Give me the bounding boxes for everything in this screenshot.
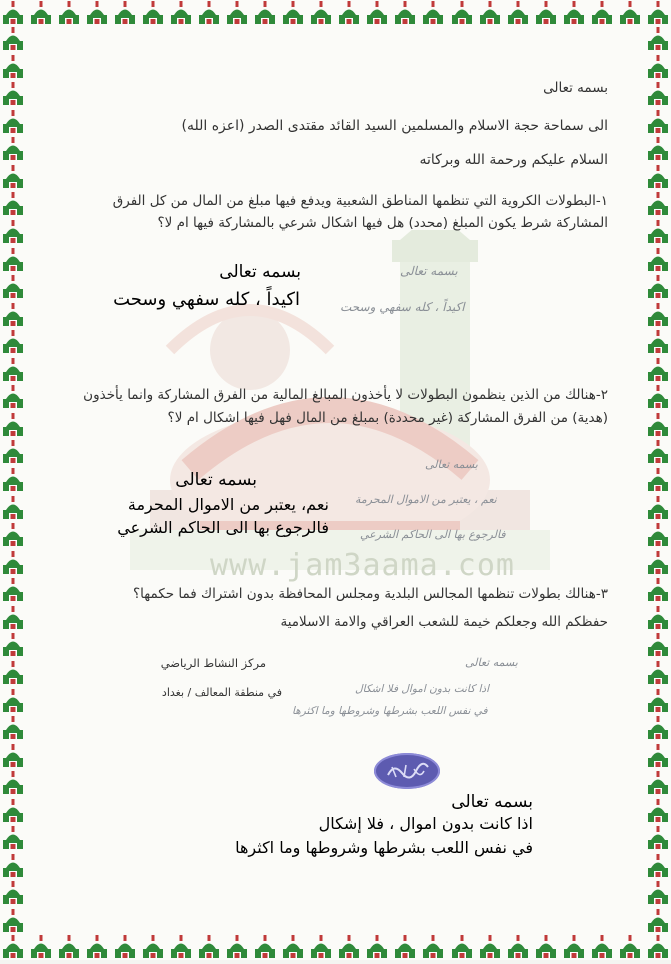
mosque-icon [645, 274, 671, 300]
mosque-icon [112, 934, 138, 960]
mosque-icon [0, 880, 26, 906]
mosque-icon [645, 191, 671, 217]
mosque-icon [645, 412, 671, 438]
mosque-icon [280, 934, 306, 960]
mosque-icon [0, 495, 26, 521]
mosque-icon [308, 934, 334, 960]
border-bottom [0, 934, 671, 960]
mosque-icon [280, 0, 306, 26]
answer-1-title: بسمه تعالى [219, 262, 301, 282]
mosque-icon [56, 0, 82, 26]
answer-3-line-1: اذا كانت بدون اموال ، فلا إشكال [318, 814, 533, 833]
mosque-icon [0, 522, 26, 548]
mosque-icon [28, 934, 54, 960]
mosque-icon [645, 495, 671, 521]
mosque-icon [0, 743, 26, 769]
mosque-icon [645, 0, 671, 26]
answer-2-title: بسمه تعالى [175, 470, 257, 490]
mosque-icon [252, 0, 278, 26]
mosque-icon [0, 191, 26, 217]
mosque-icon [0, 467, 26, 493]
mosque-icon [0, 247, 26, 273]
mosque-icon [645, 81, 671, 107]
mosque-icon [308, 0, 334, 26]
mosque-icon [645, 798, 671, 824]
mosque-icon [0, 439, 26, 465]
border-top [0, 0, 671, 26]
mosque-icon [420, 934, 446, 960]
letter-addressee: الى سماحة حجة الاسلام والمسلمين السيد القائد مقتدى الصدر (اعزه الله) [181, 118, 608, 134]
mosque-icon [645, 522, 671, 548]
question-2-line-1: ٢-هنالك من الذين ينظمون البطولات لا يأخذون المبالغ المالية من الفرق المشاركة وانما يأخذون [83, 387, 608, 403]
mosque-icon [140, 0, 166, 26]
mosque-icon [645, 632, 671, 658]
mosque-icon [0, 770, 26, 796]
mosque-icon [196, 0, 222, 26]
question-2-line-2: (هدية) من الفرق المشاركة (غير محددة) بمبلغ من المال فهل فيها اشكال ام لا؟ [167, 410, 608, 426]
mosque-icon [645, 550, 671, 576]
mosque-icon [224, 934, 250, 960]
question-1-line-2: المشاركة شرط يكون المبلغ (محدد) هل فيها اشكال شرعي بالمشاركة فيها ام لا؟ [157, 215, 608, 231]
border-right [645, 26, 671, 934]
mosque-icon [364, 0, 390, 26]
mosque-icon [0, 715, 26, 741]
mosque-icon [0, 164, 26, 190]
mosque-icon [477, 0, 503, 26]
mosque-icon [645, 605, 671, 631]
mosque-icon [645, 439, 671, 465]
mosque-icon [252, 934, 278, 960]
mosque-icon [645, 329, 671, 355]
mosque-icon [336, 0, 362, 26]
mosque-icon [645, 688, 671, 714]
mosque-icon [645, 853, 671, 879]
handwriting-3-line-1: اذا كانت بدون اموال فلا اشكال [355, 683, 489, 695]
mosque-icon [645, 467, 671, 493]
answer-2-line-1: نعم، يعتبر من الاموال المحرمة [127, 495, 329, 514]
mosque-icon [477, 934, 503, 960]
mosque-icon [0, 274, 26, 300]
mosque-icon [589, 0, 615, 26]
letter-bismillah: بسمه تعالى [543, 80, 608, 96]
handwriting-3-title: بسمه تعالى [465, 656, 518, 669]
mosque-icon [561, 934, 587, 960]
question-3-line-1: ٣-هنالك بطولات تنظمها المجالس البلدية ومجلس المحافظة بدون اشتراك فما حكمها؟ [132, 586, 608, 602]
mosque-icon [645, 54, 671, 80]
handwriting-2-title: بسمه تعالى [425, 458, 478, 471]
mosque-icon [645, 357, 671, 383]
mosque-icon [645, 164, 671, 190]
mosque-icon [645, 136, 671, 162]
mosque-icon [645, 577, 671, 603]
mosque-icon [168, 0, 194, 26]
mosque-icon [0, 357, 26, 383]
mosque-icon [112, 0, 138, 26]
mosque-icon [645, 247, 671, 273]
mosque-icon [0, 384, 26, 410]
mosque-icon [0, 825, 26, 851]
mosque-icon [505, 0, 531, 26]
mosque-icon [0, 577, 26, 603]
mosque-icon [449, 934, 475, 960]
mosque-icon [645, 825, 671, 851]
handwriting-2-line-2: فالرجوع بها الى الحاكم الشرعي [360, 528, 506, 541]
mosque-icon [589, 934, 615, 960]
mosque-icon [0, 0, 26, 26]
mosque-icon [0, 605, 26, 631]
mosque-icon [140, 934, 166, 960]
mosque-icon [196, 934, 222, 960]
mosque-icon [0, 329, 26, 355]
answer-3-line-2: في نفس اللعب بشرطها وشروطها وما اكثرها [235, 838, 533, 857]
mosque-icon [0, 632, 26, 658]
mosque-icon [84, 934, 110, 960]
mosque-icon [0, 412, 26, 438]
mosque-icon [0, 302, 26, 328]
mosque-icon [505, 934, 531, 960]
mosque-icon [645, 934, 671, 960]
mosque-icon [224, 0, 250, 26]
mosque-icon [392, 934, 418, 960]
sender-name: مركز النشاط الرياضي [160, 656, 266, 670]
handwriting-1-title: بسمه تعالى [400, 264, 458, 278]
mosque-icon [617, 0, 643, 26]
seal-icon [374, 753, 440, 789]
mosque-icon [617, 934, 643, 960]
mosque-icon [0, 550, 26, 576]
mosque-icon [645, 715, 671, 741]
mosque-icon [645, 384, 671, 410]
watermark-url: www.jam3aama.com [210, 548, 515, 583]
mosque-icon [533, 0, 559, 26]
mosque-icon [0, 136, 26, 162]
mosque-icon [561, 0, 587, 26]
mosque-icon [645, 743, 671, 769]
mosque-icon [56, 934, 82, 960]
mosque-icon [645, 880, 671, 906]
mosque-icon [0, 81, 26, 107]
question-1-line-1: ١-البطولات الكروية التي تنظمها المناطق الشعبية ويدفع فيها مبلغ من المال من كل الفرق [112, 193, 608, 209]
mosque-icon [0, 934, 26, 960]
mosque-icon [364, 934, 390, 960]
mosque-icon [533, 934, 559, 960]
mosque-icon [28, 0, 54, 26]
handwriting-1-line-1: اكيداً ، كله سفهي وسحت [340, 300, 465, 314]
mosque-icon [0, 219, 26, 245]
answer-1-text: اكيداً ، كله سفهي وسحت [113, 289, 300, 310]
mosque-icon [449, 0, 475, 26]
mosque-icon [645, 26, 671, 52]
letter-closing: حفظكم الله وجعلكم خيمة للشعب العراقي والامة الاسلامية [280, 614, 608, 630]
mosque-icon [645, 770, 671, 796]
handwriting-3-line-2: في نفس اللعب بشرطها وشروطها وما اكثرها [292, 705, 488, 717]
mosque-icon [645, 908, 671, 934]
mosque-icon [0, 54, 26, 80]
sender-location: في منطقة المعالف / بغداد [161, 686, 282, 699]
answer-2-line-2: فالرجوع بها الى الحاكم الشرعي [117, 518, 329, 537]
mosque-icon [0, 109, 26, 135]
mosque-icon [645, 219, 671, 245]
mosque-icon [420, 0, 446, 26]
mosque-icon [84, 0, 110, 26]
letter-greeting: السلام عليكم ورحمة الله وبركاته [419, 152, 608, 168]
answer-3-title: بسمه تعالى [451, 792, 533, 812]
mosque-icon [0, 853, 26, 879]
mosque-icon [0, 26, 26, 52]
mosque-icon [0, 908, 26, 934]
border-left [0, 26, 26, 934]
mosque-icon [645, 109, 671, 135]
mosque-icon [336, 934, 362, 960]
mosque-icon [645, 660, 671, 686]
mosque-icon [0, 660, 26, 686]
mosque-icon [392, 0, 418, 26]
mosque-icon [645, 302, 671, 328]
mosque-icon [168, 934, 194, 960]
handwriting-2-line-1: نعم ، يعتبر من الاموال المحرمة [355, 493, 497, 506]
mosque-icon [0, 688, 26, 714]
mosque-icon [0, 798, 26, 824]
